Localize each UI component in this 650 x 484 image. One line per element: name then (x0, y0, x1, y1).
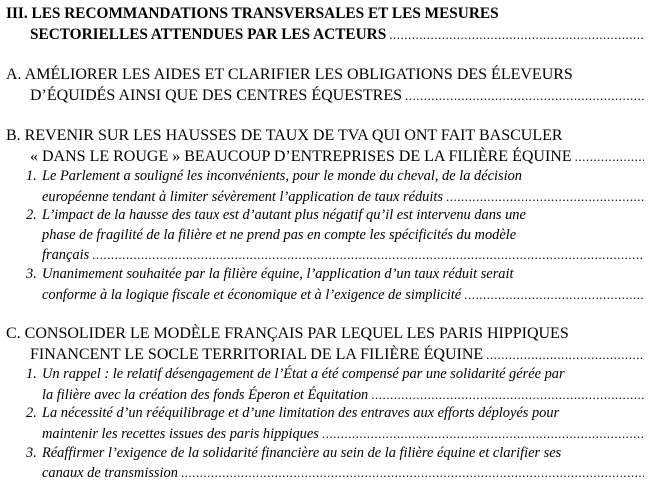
section-title-entry[interactable] (6, 24, 644, 45)
item-text: Un rappel : le relatif désengagement de l’État a été compensé par une solidarité gérée par (42, 366, 565, 383)
item-text: Le Parlement a souligné les inconvénients, pour le monde du cheval, de la décision (42, 168, 522, 184)
list-item (6, 365, 644, 385)
table-of-contents (6, 3, 644, 483)
item-number: 3. (26, 265, 37, 282)
item-text: conforme à la logique fiscale et économique et à l’exigence de simplicité (42, 286, 462, 303)
part-c-heading-line (6, 323, 644, 344)
list-item-entry[interactable] (6, 245, 644, 265)
list-item-line (6, 226, 644, 246)
part-b-heading-line (6, 125, 644, 146)
item-number: 2. (26, 207, 37, 224)
list-item-entry[interactable] (6, 285, 644, 305)
section-title-text: III. LES RECOMMANDATIONS TRANSVERSALES ET LES MESURES (6, 5, 499, 22)
item-text: la filière avec la création des fonds Éperon et Équitation (42, 386, 369, 403)
part-b-heading-text: B. REVENIR SUR LES HAUSSES DE TAUX DE TVA QUI ONT FAIT BASCULER (6, 127, 563, 144)
dot-leader (405, 85, 644, 106)
item-text: français (42, 247, 90, 264)
part-a-heading-text: D’ÉQUIDÉS AINSI QUE DES CENTRES ÉQUESTRES (30, 87, 402, 104)
item-text: Unanimement souhaitée par la filière équine, l’application d’un taux réduit serait (42, 265, 514, 282)
dot-leader (371, 385, 644, 405)
list-item (6, 444, 644, 464)
item-text: Réaffirmer l’exigence de la solidarité financière au sein de la filière équine et clarifier ses (42, 444, 562, 461)
section-title-line (6, 3, 644, 24)
part-a-heading-line (6, 64, 644, 85)
item-number: 2. (26, 405, 37, 422)
part-a-entry[interactable] (6, 85, 644, 106)
item-number: 1. (26, 366, 37, 383)
part-b-heading-text: « DANS LE ROUGE » BEAUCOUP D’ENTREPRISES DE LA FILIÈRE ÉQUINE (30, 148, 572, 165)
item-text: La nécessité d’un rééquilibrage et d’une limitation des entraves aux efforts déployés pour (42, 405, 560, 422)
part-c-entry[interactable] (6, 344, 644, 365)
section-title-text: SECTORIELLES ATTENDUES PAR LES ACTEURS (30, 26, 387, 43)
dot-leader (464, 285, 644, 305)
part-a-heading-text: A. AMÉLIORER LES AIDES ET CLARIFIER LES OBLIGATIONS DES ÉLEVEURS (6, 66, 573, 83)
list-item (6, 404, 644, 424)
dot-leader (389, 24, 644, 45)
list-item-entry[interactable] (6, 424, 644, 444)
dot-leader (322, 424, 644, 444)
item-number: 1. (26, 168, 37, 184)
part-b-entry[interactable] (6, 146, 644, 167)
part-c-heading-text: C. CONSOLIDER LE MODÈLE FRANÇAIS PAR LEQUEL LES PARIS HIPPIQUES (6, 325, 569, 343)
item-text: canaux de transmission (42, 465, 178, 482)
dot-leader (575, 146, 644, 167)
item-number: 3. (26, 444, 37, 461)
list-item (6, 206, 644, 226)
dot-leader (92, 245, 644, 265)
list-item (6, 167, 644, 187)
dot-leader (486, 344, 644, 365)
list-item-entry[interactable] (6, 187, 644, 207)
dot-leader (446, 187, 644, 207)
item-text: maintenir les recettes issues des paris hippiques (42, 425, 319, 442)
item-text: phase de fragilité de la filière et ne prend pas en compte les spécificités du modèle (42, 226, 517, 243)
list-item (6, 265, 644, 285)
item-text: L’impact de la hausse des taux est d’autant plus négatif qu’il est intervenu dans une (42, 207, 526, 224)
part-c-heading-text: FINANCENT LE SOCLE TERRITORIAL DE LA FILIÈRE ÉQUINE (30, 346, 484, 364)
list-item-entry[interactable] (6, 385, 644, 405)
item-text: européenne tendant à limiter sévèrement l’application de taux réduits (42, 188, 443, 205)
